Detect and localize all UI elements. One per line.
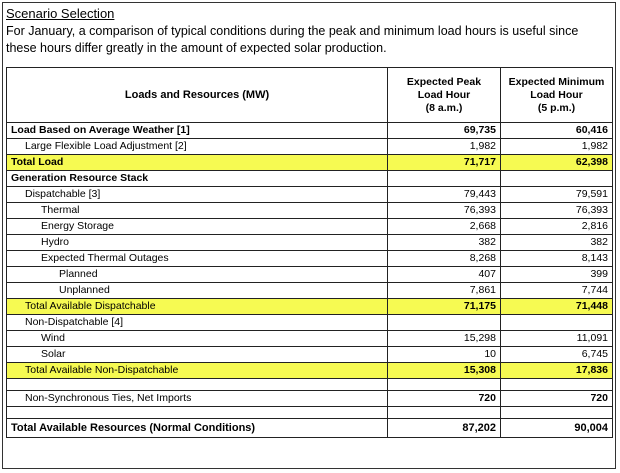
row-label: Expected Thermal Outages — [7, 251, 388, 267]
table-row — [7, 283, 613, 299]
header-peak-line2: Load Hour — [417, 88, 471, 101]
spacer-cell — [501, 407, 613, 419]
row-label: Total Available Non-Dispatchable — [7, 363, 388, 379]
header-peak — [388, 68, 501, 123]
table-row-total-dispatchable — [7, 299, 613, 315]
row-peak: 7,861 — [388, 283, 501, 299]
row-peak: 15,298 — [388, 331, 501, 347]
table-row — [7, 139, 613, 155]
row-label: Generation Resource Stack — [7, 171, 388, 187]
row-peak: 407 — [388, 267, 501, 283]
table-row — [7, 123, 613, 139]
spacer-cell — [501, 379, 613, 391]
row-label: Energy Storage — [7, 219, 388, 235]
row-min: 2,816 — [501, 219, 613, 235]
row-peak: 382 — [388, 235, 501, 251]
row-peak: 8,268 — [388, 251, 501, 267]
row-min: 1,982 — [501, 139, 613, 155]
header-min-line1: Expected Minimum — [508, 75, 605, 88]
table-spacer — [7, 379, 613, 391]
row-min: 76,393 — [501, 203, 613, 219]
row-min — [501, 315, 613, 331]
row-peak: 71,717 — [388, 155, 501, 171]
row-label: Total Available Dispatchable — [7, 299, 388, 315]
header-min-line2: Load Hour — [530, 88, 583, 101]
table-row — [7, 267, 613, 283]
row-min: 720 — [501, 391, 613, 407]
row-label: Total Available Resources (Normal Conditions) — [7, 419, 388, 438]
row-min: 382 — [501, 235, 613, 251]
row-min: 79,591 — [501, 187, 613, 203]
row-label: Planned — [7, 267, 388, 283]
row-label: Wind — [7, 331, 388, 347]
row-min: 7,744 — [501, 283, 613, 299]
table-row-total-load — [7, 155, 613, 171]
table-row — [7, 331, 613, 347]
table-row — [7, 203, 613, 219]
scenario-title: Scenario Selection — [6, 6, 115, 21]
row-peak: 15,308 — [388, 363, 501, 379]
spacer-cell — [388, 379, 501, 391]
row-label: Total Load — [7, 155, 388, 171]
table-row — [7, 219, 613, 235]
row-min: 399 — [501, 267, 613, 283]
row-min: 90,004 — [501, 419, 613, 438]
spacer-cell — [7, 407, 388, 419]
row-peak: 76,393 — [388, 203, 501, 219]
row-peak: 1,982 — [388, 139, 501, 155]
row-peak — [388, 171, 501, 187]
row-peak: 2,668 — [388, 219, 501, 235]
header-min-line3: (5 p.m.) — [537, 101, 576, 114]
row-min: 11,091 — [501, 331, 613, 347]
row-label: Non-Synchronous Ties, Net Imports — [7, 391, 388, 407]
table-row — [7, 187, 613, 203]
row-peak: 71,175 — [388, 299, 501, 315]
row-label: Hydro — [7, 235, 388, 251]
row-peak — [388, 315, 501, 331]
table-row-total-non-dispatchable — [7, 363, 613, 379]
header-loads-resources: Loads and Resources (MW) — [7, 68, 388, 123]
row-min: 71,448 — [501, 299, 613, 315]
row-label: Solar — [7, 347, 388, 363]
spacer-cell — [388, 407, 501, 419]
table-row-total-resources — [7, 419, 613, 438]
row-peak: 720 — [388, 391, 501, 407]
table-row — [7, 391, 613, 407]
table-row — [7, 251, 613, 267]
row-min: 17,836 — [501, 363, 613, 379]
scenario-description: For January, a comparison of typical conditions during the peak and minimum load hours is useful since these hours differ greatly in the amount of expected solar production. — [6, 24, 579, 55]
row-label: Thermal — [7, 203, 388, 219]
row-min: 6,745 — [501, 347, 613, 363]
row-label: Dispatchable [3] — [7, 187, 388, 203]
header-minimum — [501, 68, 613, 123]
table-row — [7, 235, 613, 251]
header-peak-line3: (8 a.m.) — [425, 101, 463, 114]
row-peak: 10 — [388, 347, 501, 363]
row-min: 62,398 — [501, 155, 613, 171]
row-label: Large Flexible Load Adjustment [2] — [7, 139, 388, 155]
header-peak-line1: Expected Peak — [406, 75, 482, 88]
row-label: Unplanned — [7, 283, 388, 299]
row-peak: 79,443 — [388, 187, 501, 203]
row-min — [501, 171, 613, 187]
table-row-section — [7, 171, 613, 187]
row-min: 8,143 — [501, 251, 613, 267]
loads-resources-table — [6, 67, 613, 438]
row-label: Load Based on Average Weather [1] — [7, 123, 388, 139]
row-min: 60,416 — [501, 123, 613, 139]
row-label: Non-Dispatchable [4] — [7, 315, 388, 331]
table-header-row — [7, 68, 613, 123]
row-peak: 69,735 — [388, 123, 501, 139]
table-spacer — [7, 407, 613, 419]
row-peak: 87,202 — [388, 419, 501, 438]
spacer-cell — [7, 379, 388, 391]
intro-section — [6, 6, 612, 57]
table-row — [7, 347, 613, 363]
table-row — [7, 315, 613, 331]
